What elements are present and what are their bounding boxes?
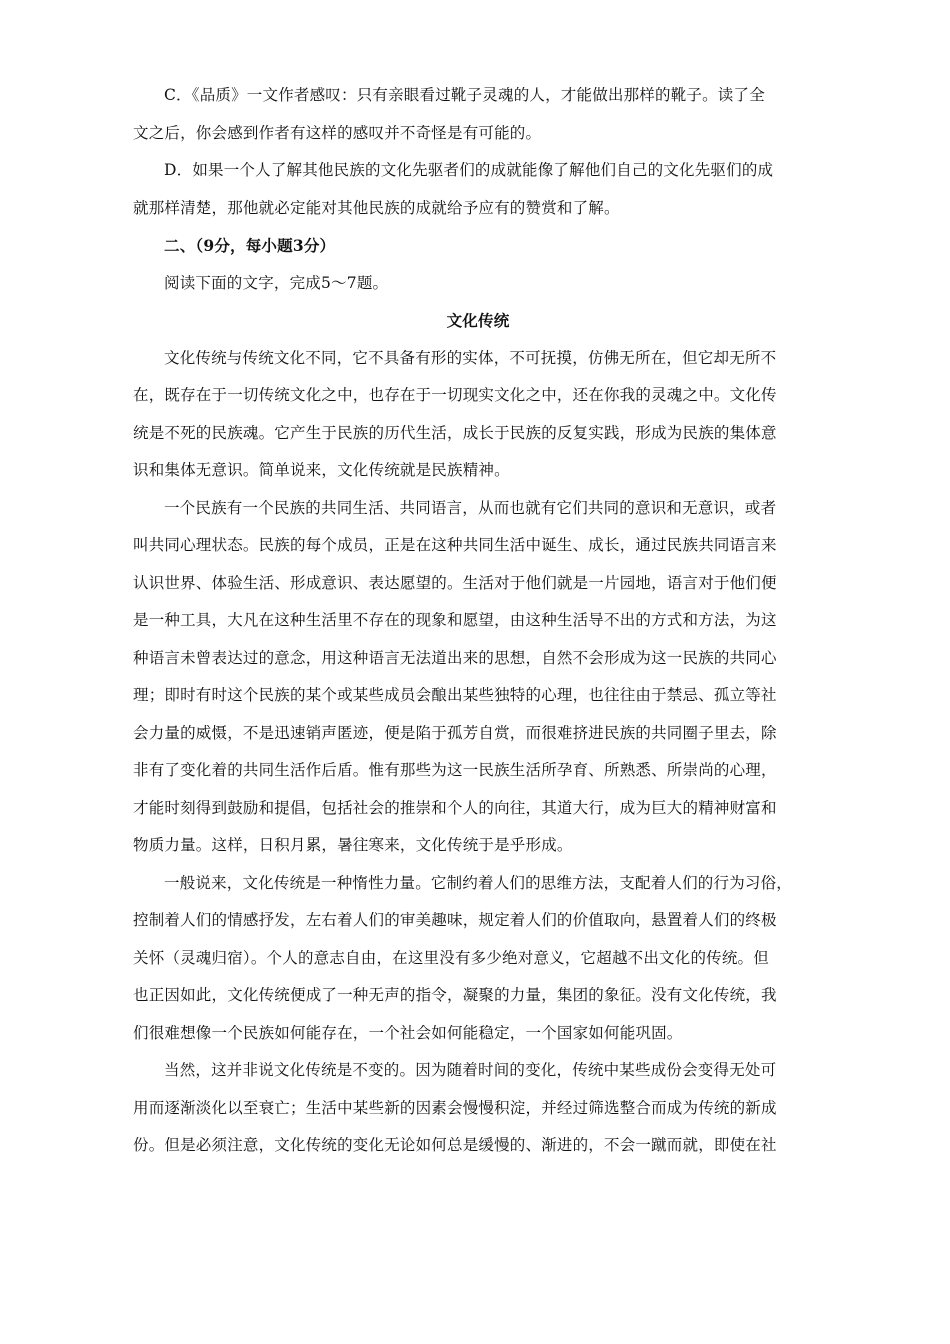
instruction-text: 阅读下面的文字，完成5～7题。 bbox=[164, 273, 389, 292]
paragraph-line: 认识世界、体验生活、形成意识、表达愿望的。生活对于他们就是一片园地，语言对于他们便 bbox=[133, 573, 777, 592]
option-d bbox=[133, 152, 823, 227]
option-c-line-2: 文之后，你会感到作者有这样的感叹并不奇怪是有可能的。 bbox=[133, 123, 542, 142]
paragraph-line: 理；即时有时这个民族的某个或某些成员会酿出某些独特的心理，也往往由于禁忌、孤立等社 bbox=[133, 686, 777, 704]
paragraph-line: 关怀（灵魂归宿）。个人的意志自由，在这里没有多少绝对意义，它超越不出文化的传统。但 bbox=[133, 948, 769, 967]
paragraph-line: 们很难想像一个民族如何能存在，一个社会如何能稳定，一个国家如何能巩固。 bbox=[133, 1023, 683, 1042]
paragraph-2 bbox=[133, 490, 823, 865]
paragraph-line: 统是不死的民族魂。它产生于民族的历代生活，成长于民族的反复实践，形成为民族的集体意 bbox=[133, 423, 777, 442]
paragraph-line: 物质力量。这样，日积月累，暑往寒来，文化传统于是乎形成。 bbox=[133, 836, 573, 854]
paragraph-line: 在，既存在于一切传统文化之中，也存在于一切现实文化之中，还在你我的灵魂之中。文化传 bbox=[133, 386, 777, 404]
paragraph-line: 当然，这并非说文化传统是不变的。因为随着时间的变化，传统中某些成份会变得无处可 bbox=[164, 1061, 777, 1079]
option-d-line-1: D．如果一个人了解其他民族的文化先驱者们的成就能像了解他们自己的文化先驱们的成 bbox=[164, 161, 774, 179]
paragraph-line: 非有了变化着的共同生活作后盾。惟有那些为这一民族生活所孕育、所熟悉、所崇尚的心理， bbox=[133, 761, 777, 779]
document-page bbox=[133, 77, 823, 1165]
option-c-line-1: C．《品质》一文作者感叹：只有亲眼看过靴子灵魂的人，才能做出那样的靴子。读了全 bbox=[164, 86, 765, 104]
paragraph-1 bbox=[133, 340, 823, 490]
option-d-line-2: 就那样清楚，那他就必定能对其他民族的成就给予应有的赞赏和了解。 bbox=[133, 198, 620, 217]
paragraph-line: 叫共同心理状态。民族的每个成员，正是在这种共同生活中诞生、成长，通过民族共同语言来 bbox=[133, 536, 777, 554]
paragraph-line: 用而逐渐淡化以至衰亡；生活中某些新的因素会慢慢积淀，并经过筛选整合而成为传统的新成 bbox=[133, 1098, 777, 1117]
paragraph-3 bbox=[133, 865, 823, 1053]
article-title: 文化传统 bbox=[446, 311, 510, 330]
paragraph-line: 份。但是必须注意，文化传统的变化无论如何总是缓慢的、渐进的，不会一蹴而就，即使在社 bbox=[133, 1136, 777, 1154]
paragraph-line: 识和集体无意识。简单说来，文化传统就是民族精神。 bbox=[133, 461, 510, 479]
paragraph-line: 一般说来，文化传统是一种惰性力量。它制约着人们的思维方法，支配着人们的行为习俗， bbox=[164, 873, 793, 892]
paragraph-4 bbox=[133, 1052, 823, 1165]
paragraph-line: 一个民族有一个民族的共同生活、共同语言，从而也就有它们共同的意识和无意识，或者 bbox=[164, 498, 777, 517]
paragraph-line: 也正因如此，文化传统便成了一种无声的指令，凝聚的力量，集团的象征。没有文化传统，我 bbox=[133, 986, 777, 1004]
paragraph-line: 文化传统与传统文化不同，它不具备有形的实体，不可抚摸，仿佛无所在，但它却无所不 bbox=[164, 348, 777, 367]
paragraph-line: 会力量的威慑，不是迅速销声匿迹，便是陷于孤芳自赏，而很难挤进民族的共同圈子里去，除 bbox=[133, 723, 777, 742]
paragraph-line: 才能时刻得到鼓励和提倡，包括社会的推崇和个人的向往，其道大行，成为巨大的精神财富和 bbox=[133, 798, 777, 817]
paragraph-line: 种语言未曾表达过的意念，用这种语言无法道出来的思想，自然不会形成为这一民族的共同心 bbox=[133, 648, 777, 667]
section-heading: 二、（9分，每小题3分） bbox=[164, 236, 336, 255]
option-c bbox=[133, 77, 823, 152]
paragraph-line: 控制着人们的情感抒发，左右着人们的审美趣味，规定着人们的价值取向，悬置着人们的终极 bbox=[133, 911, 777, 929]
paragraph-line: 是一种工具，大凡在这种生活里不存在的现象和愿望，由这种生活导不出的方式和方法，为这 bbox=[133, 611, 777, 629]
